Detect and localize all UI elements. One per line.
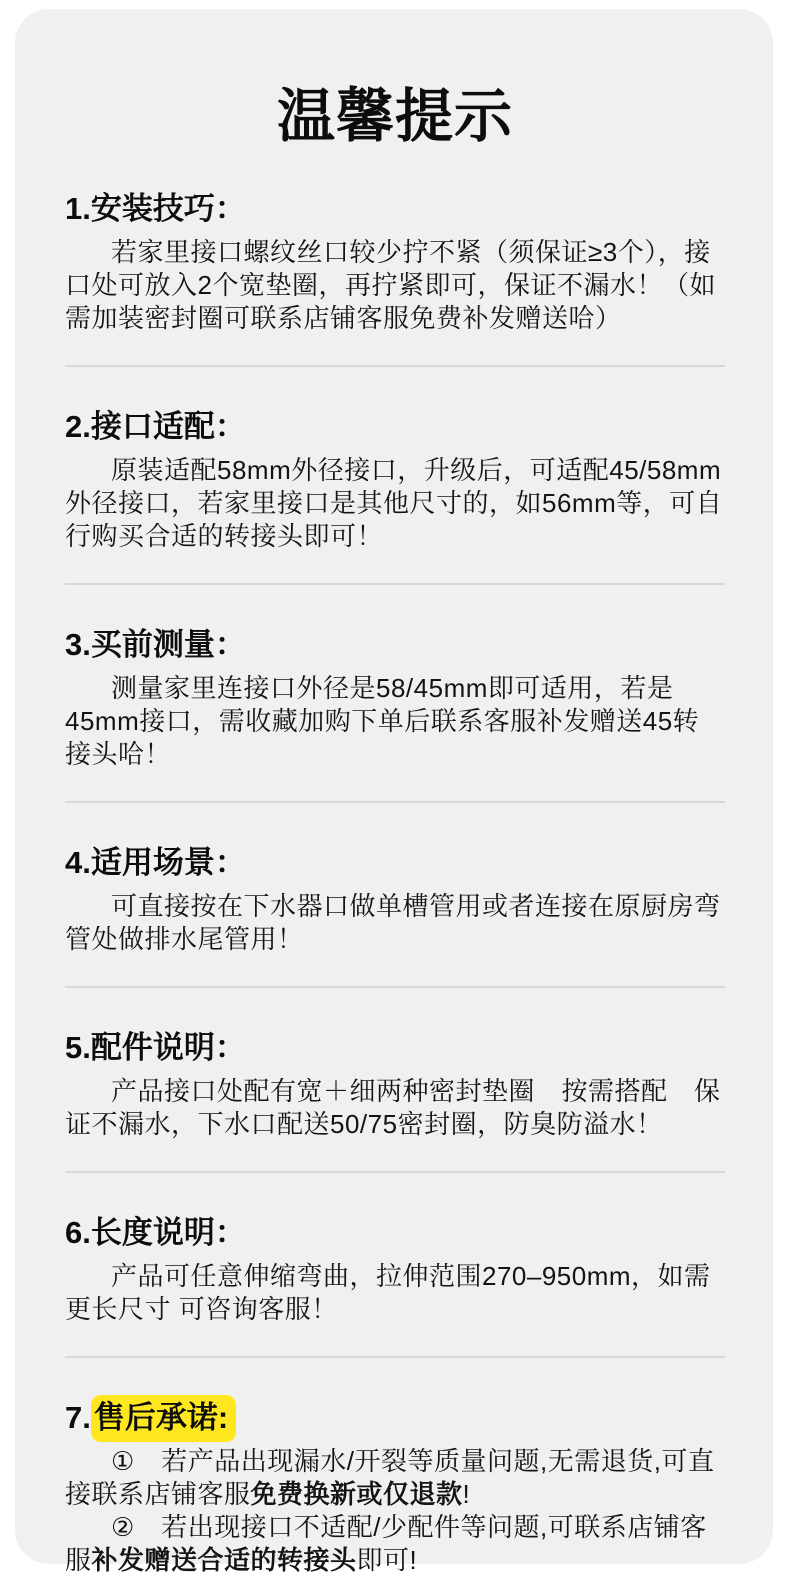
- section-heading: [65, 847, 725, 878]
- section-number: 4.: [65, 845, 91, 880]
- divider: [65, 365, 725, 367]
- promise-item-2: [65, 1511, 725, 1577]
- section-heading-text: 配件说明：: [90, 1030, 246, 1065]
- section-heading: [65, 629, 725, 660]
- section-heading: [65, 411, 725, 442]
- section-accessories: [65, 1032, 725, 1141]
- promise-text: ① 若产品出现漏水/开裂等质量问题,无需退货,可直接联系店铺客服: [65, 1446, 715, 1509]
- section-heading: [65, 1032, 725, 1063]
- section-measure-before-buy: [65, 629, 725, 771]
- section-connector-fit: [65, 411, 725, 553]
- promise-text-bold: 免费换新或仅退款: [250, 1479, 463, 1509]
- divider: [65, 1356, 725, 1358]
- section-use-scenarios: [65, 847, 725, 956]
- section-heading-text: 适用场景：: [90, 845, 246, 880]
- section-after-sales-promise: [65, 1402, 725, 1577]
- section-number: 7.: [65, 1400, 91, 1435]
- page-title: 温馨提示: [276, 84, 513, 149]
- section-body: 产品接口处配有宽＋细两种密封垫圈 按需搭配 保证不漏水，下水口配送50/75密封圈，防臭防溢水！: [65, 1076, 721, 1139]
- divider: [65, 583, 725, 585]
- section-number: 5.: [65, 1030, 91, 1065]
- section-install-tips: [65, 193, 725, 335]
- section-body: 若家里接口螺纹丝口较少拧不紧（须保证≥3个），接口处可放入2个宽垫圈，再拧紧即可，保证不漏水！（如需加装密封圈可联系店铺客服免费补发赠送哈）: [65, 237, 716, 333]
- promise-text: 即可!: [356, 1545, 418, 1575]
- divider: [65, 801, 725, 803]
- promise-item-1: [65, 1445, 725, 1511]
- section-number: 3.: [65, 627, 91, 662]
- promise-text: !: [462, 1479, 471, 1509]
- section-body: 测量家里连接口外径是58/45mm即可适用，若是45mm接口，需收藏加购下单后联系客服补发赠送45转接头哈！: [65, 673, 700, 769]
- section-heading: [65, 1402, 725, 1433]
- section-heading-text: 买前测量：: [90, 627, 246, 662]
- section-number: 1.: [65, 191, 91, 226]
- section-heading-text: 安装技巧：: [90, 191, 246, 226]
- section-length-note: [65, 1217, 725, 1326]
- section-heading-text: 长度说明：: [90, 1215, 246, 1250]
- section-number: 6.: [65, 1215, 91, 1250]
- promise-text-bold: 补发赠送合适的转接头: [91, 1545, 357, 1575]
- section-heading: [65, 1217, 725, 1248]
- section-heading-text: 接口适配：: [90, 409, 246, 444]
- divider: [65, 986, 725, 988]
- section-body: 原装适配58mm外径接口，升级后，可适配45/58mm外径接口，若家里接口是其他尺寸的，如56mm等，可自行购买合适的转接头即可！: [65, 455, 723, 551]
- section-body: 产品可任意伸缩弯曲，拉伸范围270–950mm，如需更长尺寸 可咨询客服！: [65, 1261, 711, 1324]
- section-heading: [65, 193, 725, 224]
- divider: [65, 1171, 725, 1173]
- section-number: 2.: [65, 409, 91, 444]
- tips-card: [15, 9, 773, 1575]
- section-heading-highlight: 售后承诺:: [91, 1395, 236, 1442]
- promise-text: ② 若出现接口不适配/少配件等问题,可联系店铺客服: [65, 1512, 707, 1575]
- section-body: 可直接按在下水器口做单槽管用或者连接在原厨房弯管处做排水尾管用！: [65, 891, 721, 954]
